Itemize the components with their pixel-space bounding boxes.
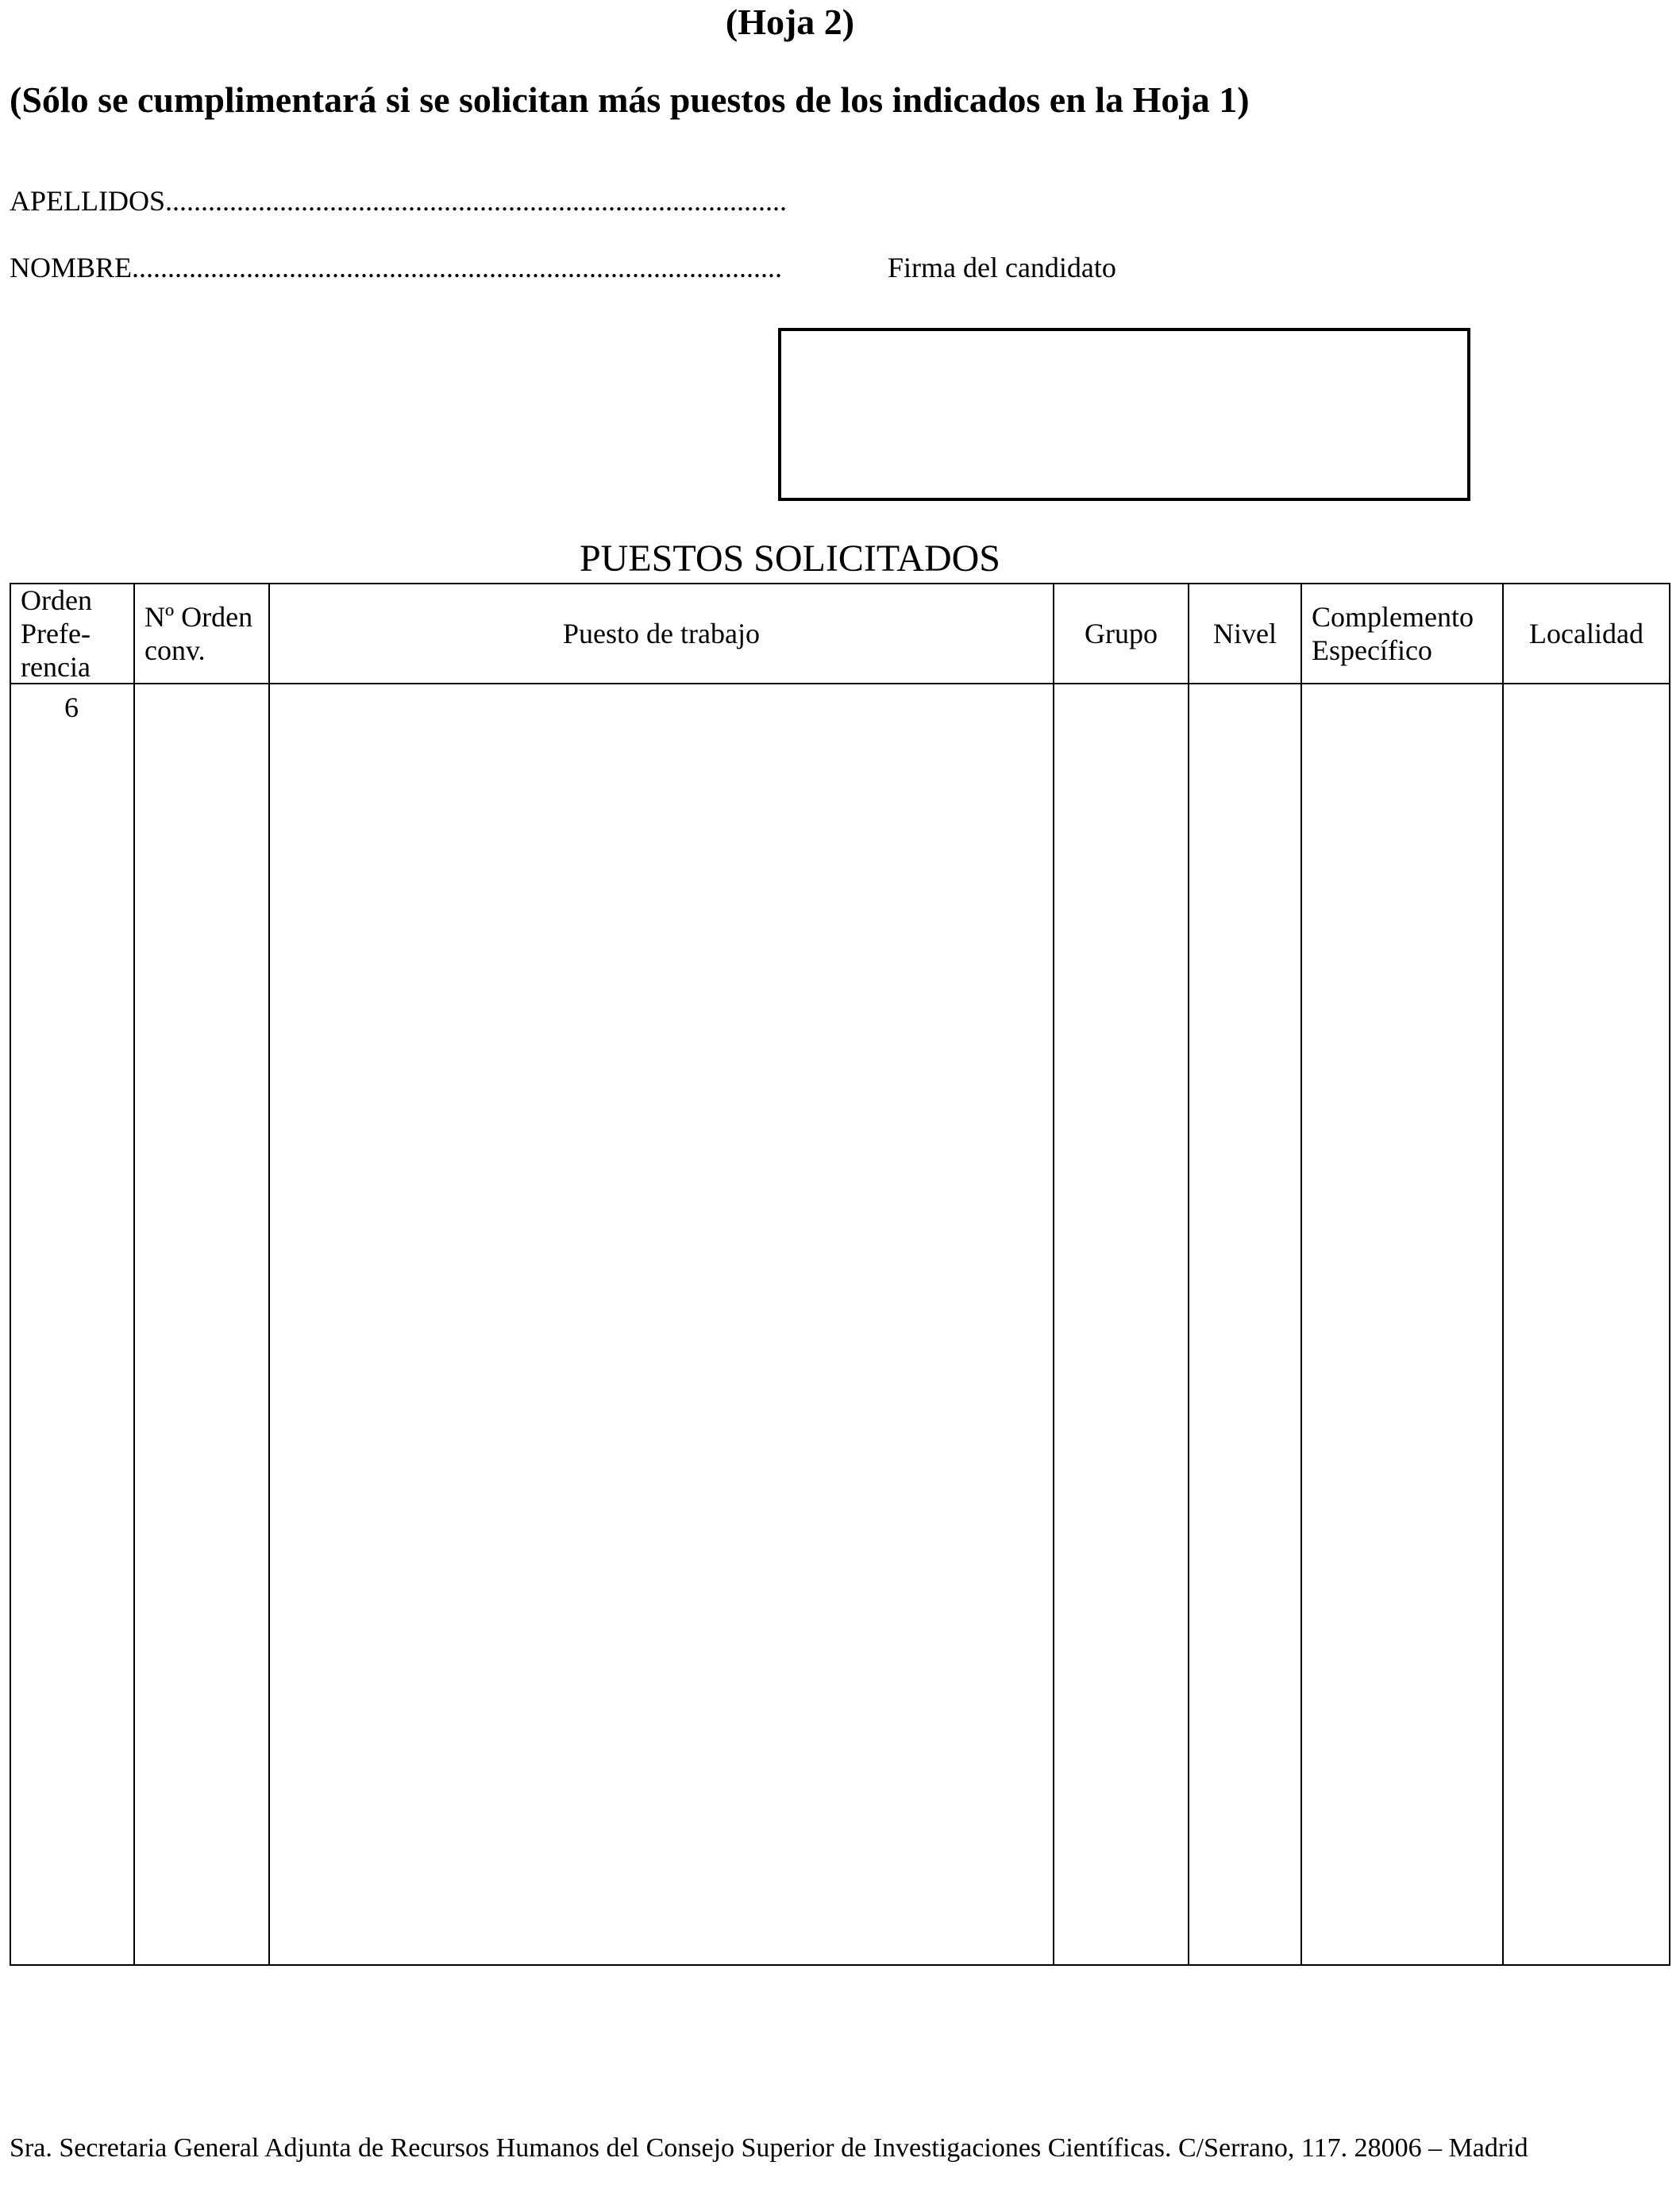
nombre-field[interactable]: NOMBRE........................................................................................... xyxy=(10,252,783,283)
col-puesto-trabajo-label: Puesto de trabajo xyxy=(563,618,760,649)
column-divider xyxy=(1053,584,1054,1964)
sheet-note: (Sólo se cumplimentará si se solicitan más puestos de los indicados en la Hoja 1) xyxy=(10,79,1250,120)
col-num-orden-conv-label: Nº Orden conv. xyxy=(144,601,253,666)
footer-address: Sra. Secretaria General Adjunta de Recursos Humanos del Consejo Superior de Investigaciones Científicas. C/Serrano, 117. 28006 – Madrid xyxy=(10,2133,1528,2163)
col-grupo xyxy=(1054,584,1188,683)
column-divider xyxy=(1188,584,1189,1964)
header-divider xyxy=(11,683,1669,684)
positions-table xyxy=(10,583,1670,1966)
firma-label: Firma del candidato xyxy=(888,252,1116,283)
signature-box[interactable] xyxy=(778,328,1470,501)
column-divider xyxy=(1502,584,1504,1964)
col-orden-preferencia xyxy=(11,584,133,683)
col-grupo-label: Grupo xyxy=(1085,618,1158,649)
col-localidad-label: Localidad xyxy=(1529,618,1643,649)
col-complemento-especifico-label: Complemento Específico xyxy=(1312,601,1474,666)
col-orden-preferencia-label: Orden Prefe- rencia xyxy=(21,584,92,683)
col-nivel-label: Nivel xyxy=(1213,618,1277,649)
column-divider xyxy=(133,584,135,1964)
col-localidad xyxy=(1504,584,1669,683)
col-complemento-especifico xyxy=(1302,584,1502,683)
column-divider xyxy=(268,584,270,1964)
col-nivel xyxy=(1189,584,1300,683)
table-title: PUESTOS SOLICITADOS xyxy=(579,538,1000,580)
apellidos-field[interactable]: APELLIDOS....................................................................................... xyxy=(10,185,787,217)
row-preference-number: 6 xyxy=(64,692,79,723)
col-num-orden-conv xyxy=(135,584,268,683)
sheet-number: (Hoja 2) xyxy=(725,2,855,42)
col-puesto-trabajo xyxy=(270,584,1053,683)
column-divider xyxy=(1300,584,1302,1964)
